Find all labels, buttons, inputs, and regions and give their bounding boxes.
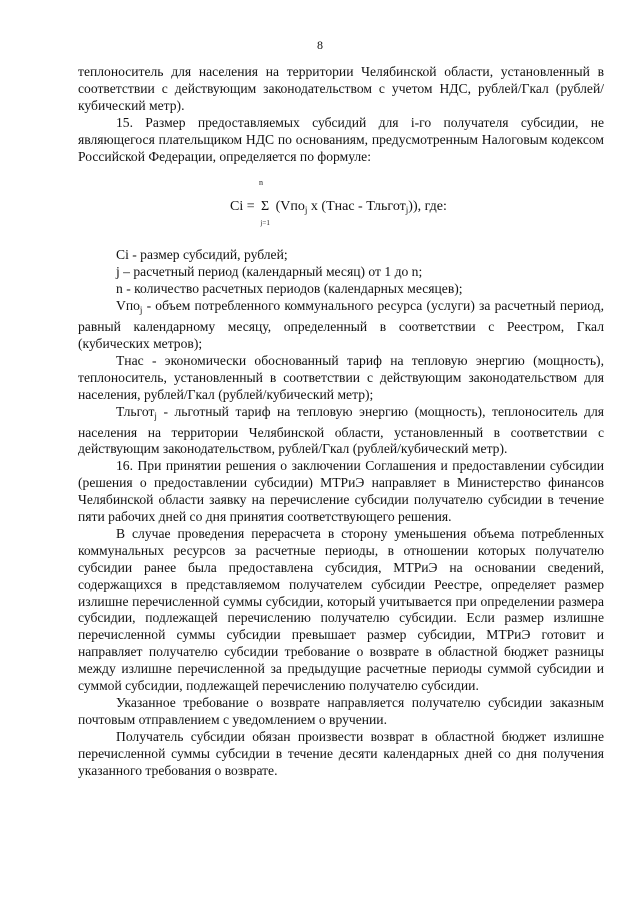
formula-lhs: Ci = [230, 199, 259, 215]
symbol-tlgot: Тльгот [116, 403, 155, 419]
sum-upper-limit: n [259, 178, 263, 188]
definition-j: j – расчетный период (календарный месяц) от 1 до n; [116, 264, 423, 280]
formula-term-open: (Vпо [275, 199, 305, 215]
formula [78, 169, 604, 241]
document-body [78, 64, 604, 780]
definition-vpo [78, 298, 604, 353]
definition-tlgot-text: - льготный тариф на тепловую энергию (мощность), теплоноситель для населения на территории Челябинской области, установленный в соответствии с действующим законодательством, рублей/Гкал (рублей/кубический метр). [78, 403, 604, 457]
formula-term-close: )), где: [408, 199, 447, 215]
paragraph-continued: теплоноситель для населения на территории Челябинской области, установленный в соответствии с действующим законодательством с учетом НДС, рублей/Гкал (рублей/кубический метр). [78, 64, 604, 113]
paragraph-requirement: Указанное требование о возврате направляется получателю субсидии заказным почтовым отправлением с уведомлением о вручении. [78, 695, 604, 727]
paragraph-recalculation: В случае проведения перерасчета в сторону уменьшения объема потребленных коммунальных ресурсов за расчетные периоды, в отношении которых получателю субсидии ранее была предоставлена субсидия, МТРиЭ на основании сведений, содержащихся в представляемом получателем субсидии Реестре, определяет размер излишне перечисленной суммы субсидии, который учитывается при определении размера субсидии, подлежащей перечислению получателю субсидии. Если размер излишне перечисленной суммы субсидии превышает размер субсидии, МТРиЭ готовит и направляет получателю субсидии требование о возврате в областной бюджет разницы между излишне перечисленной за предыдущие расчетные периоды суммой субсидии и суммой субсидии, подлежащей перечислению получателю субсидии. [78, 525, 604, 694]
paragraph-16: 16. При принятии решения о заключении Соглашения и предоставлении субсидии (решения о предоставлении субсидии) МТРиЭ направляет в Министерство финансов Челябинской области заявку на перечисление субсидии получателю субсидии в течение пяти рабочих дней со дня принятия соответствующего решения. [78, 458, 604, 525]
paragraph-15: 15. Размер предоставляемых субсидий для i-го получателя субсидии, не являющегося плательщиком НДС по основаниям, предусмотренным Налоговым кодексом Российской Федерации, определяется по формуле: [78, 114, 604, 164]
paragraph-refund: Получатель субсидии обязан произвести возврат в областной бюджет излишне перечисленной суммы субсидии в течение десяти календарных дней со дня получения указанного требования о возврате. [78, 728, 604, 778]
formula-expression [230, 199, 447, 228]
page-number: 8 [317, 38, 323, 52]
symbol-vpo-subscript: j [139, 305, 143, 316]
sum-symbol: Σ [261, 199, 270, 215]
definition-ci: Ci - размер субсидий, рублей; [116, 247, 288, 263]
formula-subscript-j2: j [405, 205, 409, 216]
definition-tnas: Тнас - экономически обоснованный тариф на тепловую энергию (мощность), теплоноситель, установленный в соответствии с действующим законодательством для населения, рублей/Гкал (рублей/кубический метр); [78, 352, 604, 402]
definition-n: n - количество расчетных периодов (календарных месяцев); [116, 281, 463, 297]
formula-subscript-j: j [304, 205, 308, 216]
definition-vpo-text: - объем потребленного коммунального ресурса (услуги) за расчетный период, равный календарному месяцу, определенный в соответствии с Реестром, Гкал (кубических метров); [78, 298, 604, 351]
symbol-vpo: Vпо [116, 298, 140, 314]
symbol-tlgot-subscript: j [154, 410, 157, 421]
sum-lower-limit: j=1 [260, 219, 270, 228]
formula-term-mid: x (Тнас - Тльгот [307, 199, 406, 215]
definition-tlgot [78, 404, 604, 459]
